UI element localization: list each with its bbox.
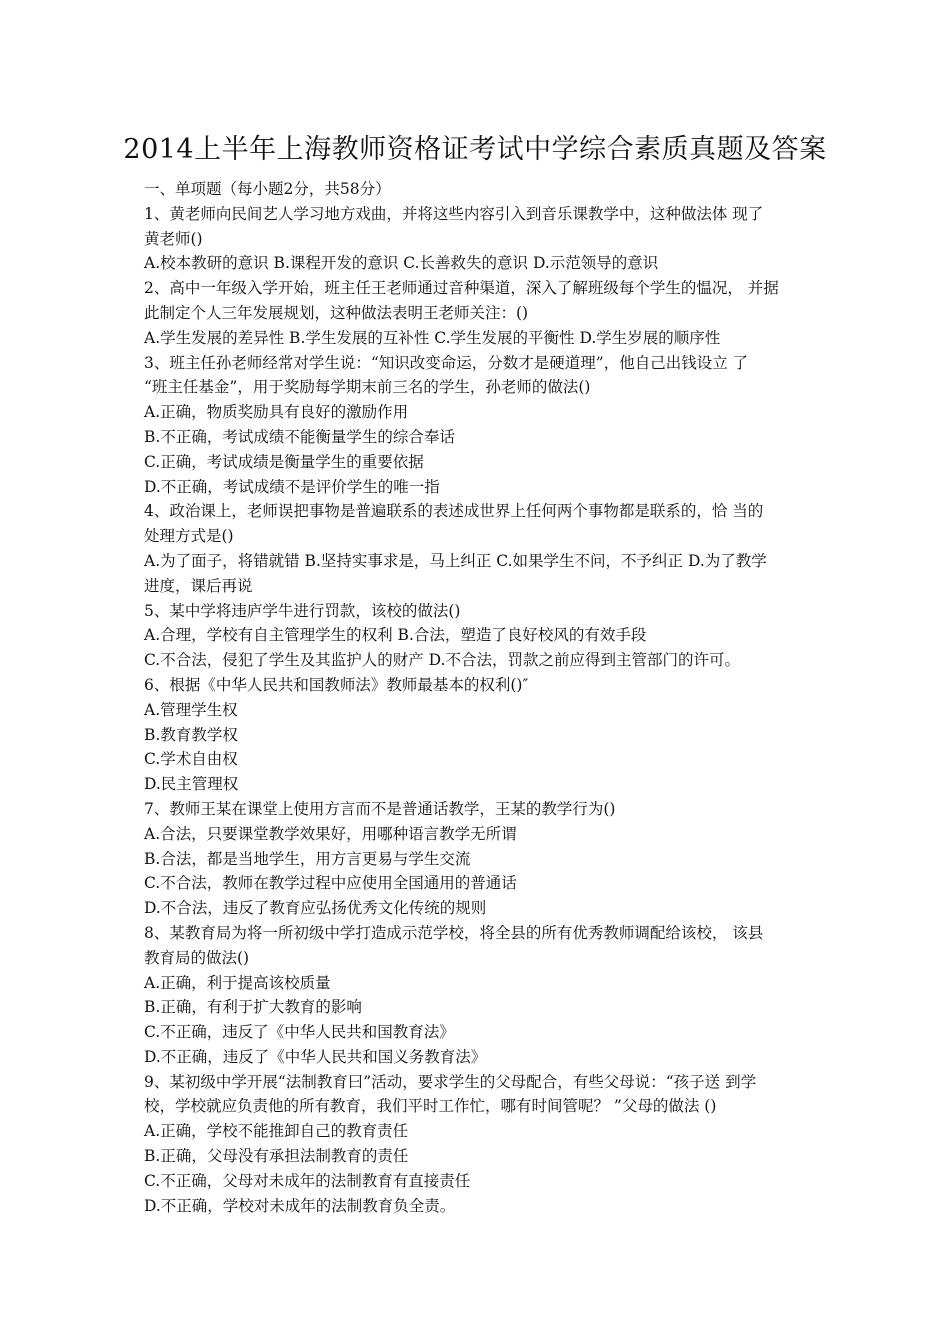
text-line: A.正确，利于提高该校质量 bbox=[144, 973, 331, 992]
text-line: 教育局的做法() bbox=[144, 948, 250, 967]
text-line: 校，学校就应负责他的所有教育，我们平时工作忙，哪有时间管呢？ ”父母的做法 () bbox=[144, 1097, 717, 1116]
text-line: 6、根据《中华人民共和国教师法》教师最基本的权利()″ bbox=[144, 675, 529, 694]
text-line: 7、教师王某在课堂上使用方言而不是普通话教学，王某的教学行为() bbox=[144, 799, 616, 818]
text-line: 4、政治课上，老师误把事物是普遍联系的表述成世界上任何两个事物都是联系的，恰 当的 bbox=[144, 502, 764, 521]
text-line: 5、某中学将违庐学牛进行罚款，该校的做法() bbox=[144, 601, 461, 620]
text-line: 3、班主任孙老师经常对学生说：“知识改变命运，分数才是硬道理”，他自己出钱设立 了 bbox=[144, 353, 749, 372]
text-line: 进度，课后再说 bbox=[144, 576, 253, 595]
text-line: C.不合法，侵犯了学生及其监护人的财产 D.不合法，罚款之前应得到主管部门的许可。 bbox=[144, 651, 740, 670]
text-line: A.合理，学校有自主管理学生的权利 B.合法，塑造了良好校风的有效手段 bbox=[144, 626, 647, 645]
document-body bbox=[144, 177, 814, 1218]
text-line: 2、高中一年级入学开始，班主任王老师通过音种渠道，深入了解班级每个学生的愠况， 并据 bbox=[144, 279, 779, 298]
text-line: A.合法，只要课堂教学效果好，用哪种语言教学无所谓 bbox=[144, 824, 517, 843]
text-line: B.不正确，考试成绩不能衡量学生的综合奉话 bbox=[144, 427, 455, 446]
text-line: A.校本教研的意识 B.课程开发的意识 C.长善救失的意识 D.示范领导的意识 bbox=[144, 254, 659, 273]
text-line: 9、某初级中学开展“法制教育曰”活动，要求学生的父母配合，有些父母说：“孩子送 到学 bbox=[144, 1072, 757, 1091]
text-line: D.不正确，违反了《中华人民共和国义务教育法》 bbox=[144, 1047, 487, 1066]
text-line: B.合法，都是当地学生，用方言更易与学生交流 bbox=[144, 849, 471, 868]
text-line: A.正确，物质奖励具有良好的激励作用 bbox=[144, 403, 409, 422]
document-title: 2014上半年上海教师资格证考试中学综合素质真题及答案 bbox=[123, 134, 827, 165]
text-line: 1、黄老师向民间艺人学习地方戏曲，并将这些内容引入到音乐课教学中，这种做法体 现了 bbox=[144, 204, 764, 223]
text-line: 处理方式是() bbox=[144, 527, 234, 546]
text-line: A.正确，学校不能推卸自己的教育责任 bbox=[144, 1122, 409, 1141]
text-line: C.学术自由权 bbox=[144, 750, 238, 769]
text-line: A.管理学生权 bbox=[144, 700, 238, 719]
text-line: C.不正确，违反了《中华人民共和国教育法》 bbox=[144, 1023, 455, 1042]
text-line: 黄老师() bbox=[144, 229, 203, 248]
text-line: “班主任基金”，用于奖励每学期末前三名的学生，孙老师的做法() bbox=[144, 378, 591, 397]
text-line: B.正确，有利于扩大教育的影响 bbox=[144, 998, 362, 1017]
text-line: 一、单项题（每小题2分，共58分） bbox=[144, 180, 391, 198]
text-line: D.不正确，学校对未成年的法制教育负全责。 bbox=[144, 1196, 456, 1215]
text-line: D.不正确，考试成绩不是评价学生的唯一指 bbox=[144, 477, 440, 496]
text-line: A.学生发展的差异性 B.学生发展的互补性 C.学生发展的平衡性 D.学生岁展的顺序性 bbox=[144, 328, 721, 347]
text-line: A.为了面子，将错就错 B.坚持实事求是，马上纠正 C.如果学生不问，不予纠正 D.为了教学 bbox=[144, 551, 767, 570]
text-line: C.正确，考试成绩是衡量学生的重要依据 bbox=[144, 452, 424, 471]
text-line: D.民主管理权 bbox=[144, 775, 239, 794]
text-line: D.不合法，违反了教育应弘扬优秀文化传统的规则 bbox=[144, 899, 487, 918]
text-line: B.教育教学权 bbox=[144, 725, 238, 744]
text-line: 此制定个人三年发展规划，这种做法表明王老师关注：() bbox=[144, 303, 529, 322]
text-line: B.正确，父母没有承担法制教育的责任 bbox=[144, 1147, 409, 1166]
text-line: C.不正确，父母对未成年的法制教育有直接责任 bbox=[144, 1171, 471, 1190]
text-line: C.不合法，教师在教学过程中应使用全国通用的普通话 bbox=[144, 874, 517, 893]
text-line: 8、某教育局为将一所初级中学打造成示范学校，将全县的所有优秀教师调配给该校， 该县 bbox=[144, 923, 764, 942]
